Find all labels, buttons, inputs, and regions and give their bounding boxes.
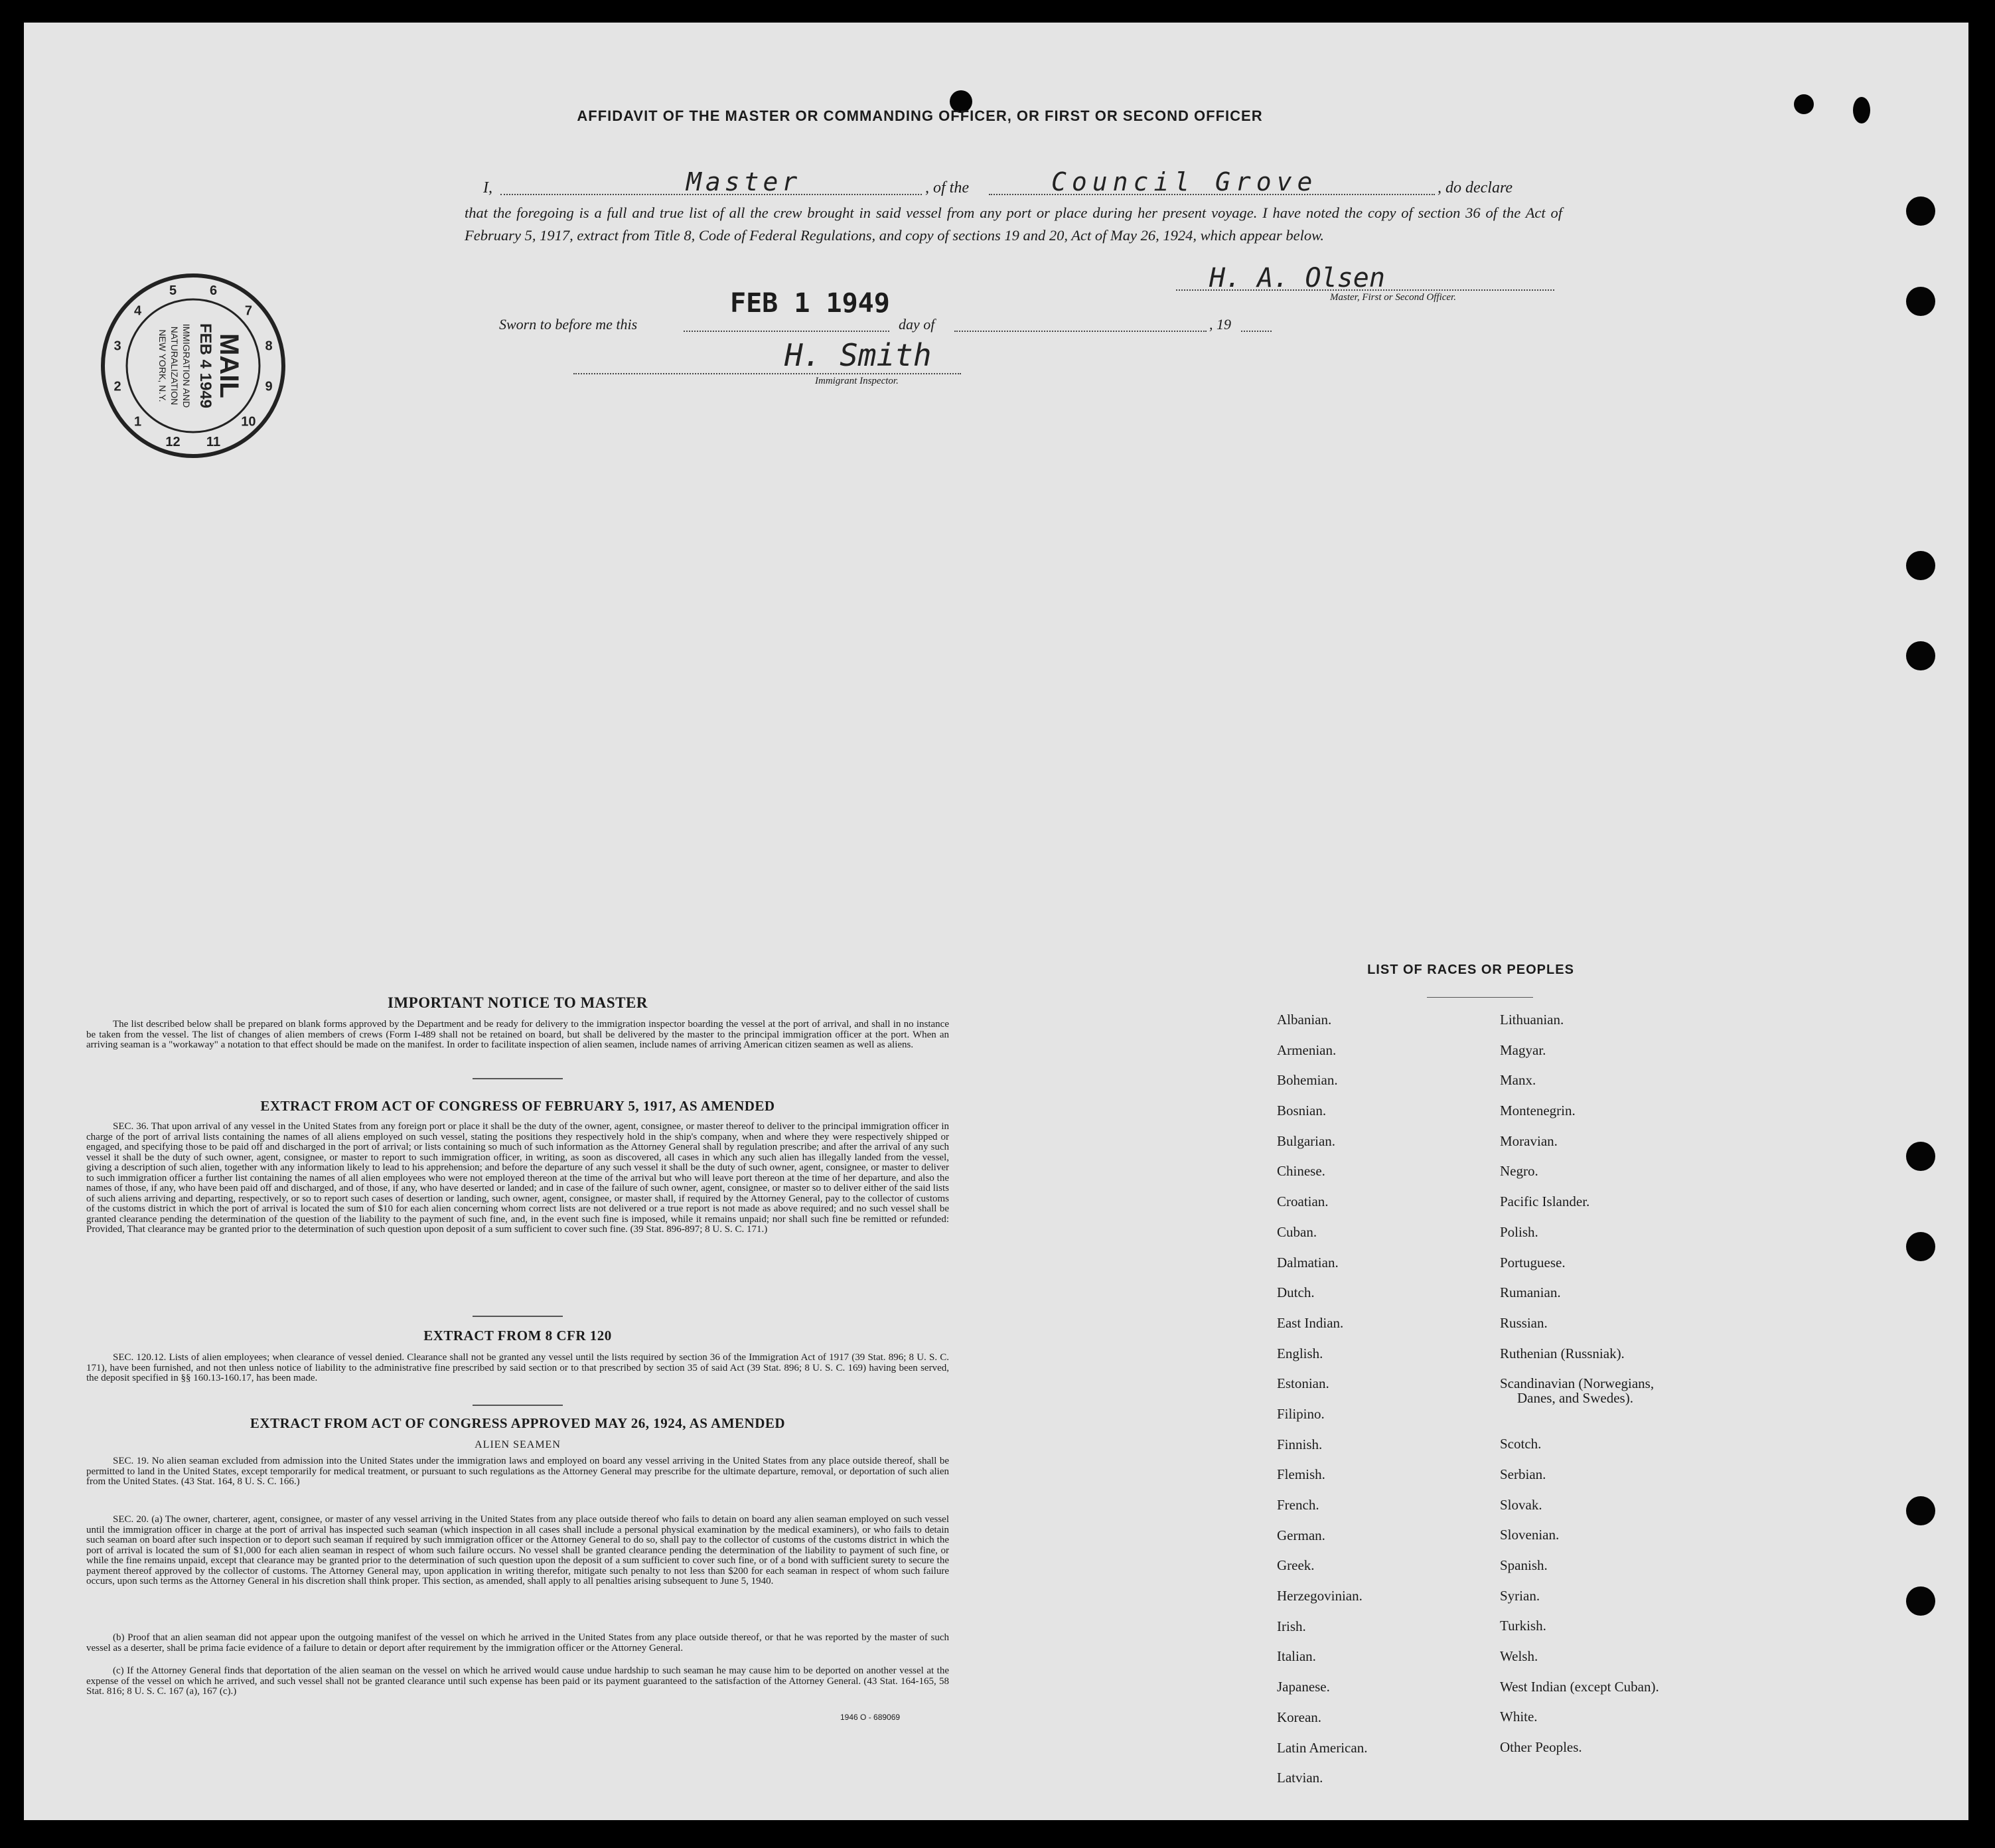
race-left-item: Italian. <box>1277 1648 1316 1665</box>
race-left-item: Dutch. <box>1277 1284 1315 1301</box>
stamp-dial-number: 7 <box>244 303 252 319</box>
date-stamp: FEB 1 1949 <box>730 288 890 319</box>
mail-received-stamp <box>97 270 289 462</box>
stamp-dial-number: 12 <box>165 435 181 449</box>
stamp-dial-number: 11 <box>206 435 221 449</box>
punch-hole-7 <box>1906 1496 1935 1525</box>
race-right-item: Welsh. <box>1500 1648 1538 1665</box>
punch-hole-1 <box>1906 196 1935 226</box>
punch-hole-6 <box>1906 1232 1935 1261</box>
race-left-item: Bohemian. <box>1277 1072 1338 1089</box>
vessel-handwritten: Council Grove <box>1051 167 1318 196</box>
race-left-item: Latvian. <box>1277 1770 1323 1786</box>
race-left-item: Croatian. <box>1277 1194 1329 1210</box>
race-right-item: Syrian. <box>1500 1587 1540 1604</box>
extract-1924-title: EXTRACT FROM ACT OF CONGRESS APPROVED MAY 26, 1924, AS AMENDED <box>250 1415 786 1431</box>
race-right-item: Scotch. <box>1500 1436 1542 1452</box>
race-right-item: Other Peoples. <box>1500 1739 1582 1756</box>
race-left-item: Irish. <box>1277 1618 1306 1634</box>
race-left-item: Bulgarian. <box>1277 1132 1336 1149</box>
ink-blot-top-right-2 <box>1853 97 1870 123</box>
race-left-item: East Indian. <box>1277 1314 1344 1331</box>
race-left-item: Albanian. <box>1277 1012 1332 1028</box>
punch-hole-4 <box>1906 641 1935 670</box>
punch-hole-5 <box>1906 1142 1935 1171</box>
punch-hole-2 <box>1906 287 1935 316</box>
document-page <box>24 23 1968 1820</box>
stamp-dial-number: 3 <box>113 339 121 354</box>
race-left-item: Herzegovinian. <box>1277 1588 1363 1604</box>
race-right-item: Pacific Islander. <box>1500 1194 1590 1210</box>
race-left-item: Korean. <box>1277 1709 1322 1725</box>
race-left-item: Japanese. <box>1277 1679 1330 1695</box>
race-right-item: Portuguese. <box>1500 1254 1566 1270</box>
stamp-line-4: NATURALIZATION <box>169 326 180 406</box>
races-left-column <box>1277 1012 1489 1800</box>
extract-1924-sec20a: SEC. 20. (a) The owner, charterer, agent, consignee, or master of any vessel arriving in the United States from any place outside thereof who fails to detain on board any alien seaman employed on such vessel until the immigration officer in charge at the port of arrival has inspected such seaman (which inspection in all cases shall include a personal physical examination by the medical examiners), or who fails to detain such seaman on board after such inspection or to deport such seaman if required by such immigration officer or the Attorney General to do so, shall pay to the collector of customs of the customs district in which the port of arrival is located the sum of $1,000 for each alien seaman in respect of whom such failure occurs. No vessel shall be granted clearance pending the determination of the liability to payment of such fine, or while the fine remains unpaid, except that clearance may be granted prior to the determination of such question upon the deposit of a sum sufficient to cover such fine, or of a bond with sufficient surety to secure the payment thereof approved by the collector of customs. The Attorney General may, upon application in writing therefor, mitigate such penalty to not less than $200 for each seaman in respect of whom such failure occurs, upon such terms as the Attorney General in his discretion shall think proper. This section, as amended, shall apply to all penalties arising subsequent to June 5, 1940. <box>86 1514 949 1586</box>
race-right-item: Polish. <box>1500 1223 1538 1240</box>
stamp-mail: MAIL <box>214 333 244 398</box>
race-right-item: Danes, and Swedes). <box>1517 1390 1633 1407</box>
extract-1924-subtitle: ALIEN SEAMEN <box>475 1439 561 1450</box>
extract-1924-sec19: SEC. 19. No alien seaman excluded from admission into the United States under the immigration laws and employed on board any vessel arriving in the United States from any place outside thereof, shall be permitted to land in the United States, except temporarily for medical treatment, or pursuant to such regulations as the Attorney General may prescribe for the ultimate departure, removal, or deportation of such alien from the United States. (43 Stat. 164, 8 U. S. C. 166.) <box>86 1456 949 1487</box>
race-right-item: Slovenian. <box>1500 1527 1560 1543</box>
officer-handwritten: Master <box>686 167 802 196</box>
race-right-item: Manx. <box>1500 1072 1536 1089</box>
extract-1917-title: EXTRACT FROM ACT OF CONGRESS OF FEBRUARY 5, 1917, AS AMENDED <box>260 1098 775 1114</box>
stamp-line-3: IMMIGRATION AND <box>181 323 192 408</box>
stamp-dial-number: 8 <box>265 339 273 354</box>
race-left-item: Latin American. <box>1277 1739 1368 1756</box>
of-the-label: , of the <box>925 179 969 196</box>
master-signature-caption: Master, First or Second Officer. <box>1330 292 1456 303</box>
race-left-item: Armenian. <box>1277 1041 1337 1058</box>
race-right-item: White. <box>1500 1709 1538 1725</box>
stamp-line-5: NEW YORK, N.Y. <box>157 329 168 402</box>
sworn-label: Sworn to before me this <box>499 316 638 333</box>
race-left-item: English. <box>1277 1345 1323 1361</box>
notice-title: IMPORTANT NOTICE TO MASTER <box>388 994 648 1011</box>
declaration-line <box>467 167 1582 200</box>
race-left-item: German. <box>1277 1527 1325 1543</box>
race-left-item: Cuban. <box>1277 1223 1317 1240</box>
inspector-signature: H. Smith <box>784 337 932 373</box>
punch-hole-3 <box>1906 551 1935 580</box>
race-left-item: Chinese. <box>1277 1163 1325 1180</box>
race-right-item: Russian. <box>1500 1314 1548 1331</box>
race-right-item: Montenegrin. <box>1500 1103 1576 1119</box>
month-field <box>954 329 1207 332</box>
race-left-item: Estonian. <box>1277 1375 1329 1392</box>
race-right-item: Lithuanian. <box>1500 1012 1564 1028</box>
i-label: I, <box>483 179 492 196</box>
stamp-dial-number: 6 <box>209 283 218 298</box>
race-right-item: Serbian. <box>1500 1466 1546 1482</box>
races-right-column <box>1500 1012 1739 1770</box>
race-left-item: Flemish. <box>1277 1466 1325 1483</box>
divider-3 <box>473 1405 563 1406</box>
race-right-item: West Indian (except Cuban). <box>1500 1678 1659 1695</box>
year-label: , 19 <box>1209 316 1231 333</box>
race-right-item: Negro. <box>1500 1163 1538 1180</box>
affidavit-title: AFFIDAVIT OF THE MASTER OR COMMANDING OFFICER, OR FIRST OR SECOND OFFICER <box>577 108 1263 124</box>
sworn-day-field <box>684 329 889 332</box>
stamp-dial-number: 5 <box>169 283 177 298</box>
declaration-body: that the foregoing is a full and true list of all the crew brought in said vessel from any port or place during her present voyage. I have noted the copy of section 36 of the Act of February 5, 1917, extract from Title 8, Code of Federal Regulations, and copy of sections 19 and 20, Act of May 26, 1924, which appear below. <box>465 204 1562 244</box>
races-title: LIST OF RACES OR PEOPLES <box>1367 963 1574 977</box>
extract-1924-sec20b: (b) Proof that an alien seaman did not appear upon the outgoing manifest of the vessel on which he arrived in the United States from any place outside thereof, or that he was reported by the master of such vessel as a deserter, shall be prima facie evidence of a failure to detain or deport after requirement by the immigration officer or the Attorney General. <box>86 1632 949 1654</box>
day-of-label: day of <box>899 316 935 333</box>
race-right-item: Ruthenian (Russniak). <box>1500 1345 1625 1361</box>
master-signature: H. A. Olsen <box>1209 263 1385 293</box>
stamp-dial-number: 10 <box>241 414 256 429</box>
race-right-item: Rumanian. <box>1500 1284 1561 1301</box>
race-left-item: Bosnian. <box>1277 1103 1327 1119</box>
extract-8cfr-title: EXTRACT FROM 8 CFR 120 <box>423 1328 612 1344</box>
race-right-item: Magyar. <box>1500 1041 1546 1058</box>
extract-8cfr-text: SEC. 120.12. Lists of alien employees; when clearance of vessel denied. Clearance shall not be granted any vessel until the lists required by section 36 of the Immigration Act of 1917 (39 Stat. 896; 8 U. S. C. 171), have been furnished, and not then unless notice of liability to the administrative fine prescribed by said section or to that prescribed by section 35 of said Act (39 Stat. 896; 8 U. S. C. 169) having been served, the deposit specified in §§ 160.13-160.17, has been made. <box>86 1352 949 1383</box>
stamp-dial-number: 2 <box>113 379 121 394</box>
stamp-dial-number: 4 <box>134 303 142 319</box>
print-code: 1946 O - 689069 <box>840 1713 901 1722</box>
race-left-item: Greek. <box>1277 1557 1315 1574</box>
inspector-caption: Immigrant Inspector. <box>815 376 899 386</box>
extract-1917-text: SEC. 36. That upon arrival of any vessel in the United States from any foreign port or place it shall be the duty of the owner, agent, consignee, or master thereof to deliver to the principal immigration officer in charge of the port of arrival lists containing the names of all aliens employed on such vessel, stating the positions they respectively hold in the ship's company, when and where they were respectively shipped or engaged, and specifying those to be paid off and discharged in the port of arrival; or lists containing so much of such information as the Attorney General shall by regulation prescribe; and after the arrival of any such vessel it shall be the duty of such owner, agent, consignee, or master to report to such immigration officer, in writing, as soon as discovered, all cases in which any such alien has illegally landed from the vessel, giving a description of such alien, together with any information likely to lead to his apprehension; and before the departure of any such vessel it shall be the duty of such owner, agent, consignee, or master to deliver to such immigration officer a further list containing the names of all alien employees who were not employed thereon at the time of the arrival but who will leave port thereon at the time of her departure, and also the names of those, if any, who have been paid off and discharged, and of those, if any, who have deserted or landed; and in case of the failure of such owner, agent, consignee, or master so to deliver either of the said lists of such aliens arriving and departing, respectively, or so to report such cases of desertion or landing, such owner, agent, consignee, or master shall, if required by the Attorney General, pay to the collector of customs of the customs district in which the port of arrival is located the sum of $10 for each alien concerning whom correct lists are not delivered or a true report is not made as above required; and no such vessel shall be granted clearance pending the determination of the question of the liability to the payment of such fine, and, in the event such fine is imposed, while it remains unpaid; nor shall such fine be remitted or refunded: Provided, That clearance may be granted prior to the determination of such question upon deposit of a sum sufficient to cover such fine. (39 Stat. 896-897; 8 U. S. C. 171.) <box>86 1121 949 1235</box>
race-left-item: French. <box>1277 1497 1319 1513</box>
divider-1 <box>473 1078 563 1079</box>
ink-blot-top-right-1 <box>1794 94 1814 114</box>
punch-hole-8 <box>1906 1586 1935 1616</box>
race-right-item: Scandinavian (Norwegians, <box>1500 1375 1655 1392</box>
stamp-dial-number: 9 <box>265 379 273 394</box>
race-right-item: Spanish. <box>1500 1557 1548 1573</box>
do-declare-label: , do declare <box>1438 179 1513 196</box>
notice-text: The list described below shall be prepared on blank forms approved by the Department and be ready for delivery to the immigration inspector boarding the vessel at the port of arrival, and shall in no instance be taken from the vessel. The list of changes of alien members of crews (Form I-489 shall not be retained on board, but shall be delivered by the master to the principal immigration officer at the port. When an arriving seaman is a "workaway" a notation to that effect should be made on the manifest. In order to facilitate inspection of alien seamen, include names of arriving American citizen seamen as well as aliens. <box>86 1019 949 1050</box>
race-left-item: Dalmatian. <box>1277 1254 1339 1270</box>
divider-2 <box>473 1316 563 1317</box>
race-left-item: Finnish. <box>1277 1436 1323 1452</box>
race-right-item: Turkish. <box>1500 1618 1546 1634</box>
race-left-item: Filipino. <box>1277 1405 1325 1422</box>
races-divider <box>1427 997 1533 998</box>
stamp-dial-number: 1 <box>134 414 142 429</box>
extract-1924-sec20c: (c) If the Attorney General finds that deportation of the alien seaman on the vessel on which he arrived would cause undue hardship to such seaman he may cause him to be deported on another vessel at the expense of the vessel on which he arrived, and such vessel shall not be granted clearance until such expense has been paid or its payment guaranteed to the satisfaction of the Attorney General. (43 Stat. 164-165, 58 Stat. 816; 8 U. S. C. 167 (a), 167 (c).) <box>86 1665 949 1697</box>
race-right-item: Moravian. <box>1500 1132 1558 1149</box>
year-field <box>1241 329 1272 332</box>
stamp-date: FEB 4 1949 <box>196 323 214 409</box>
race-right-item: Slovak. <box>1500 1496 1542 1513</box>
